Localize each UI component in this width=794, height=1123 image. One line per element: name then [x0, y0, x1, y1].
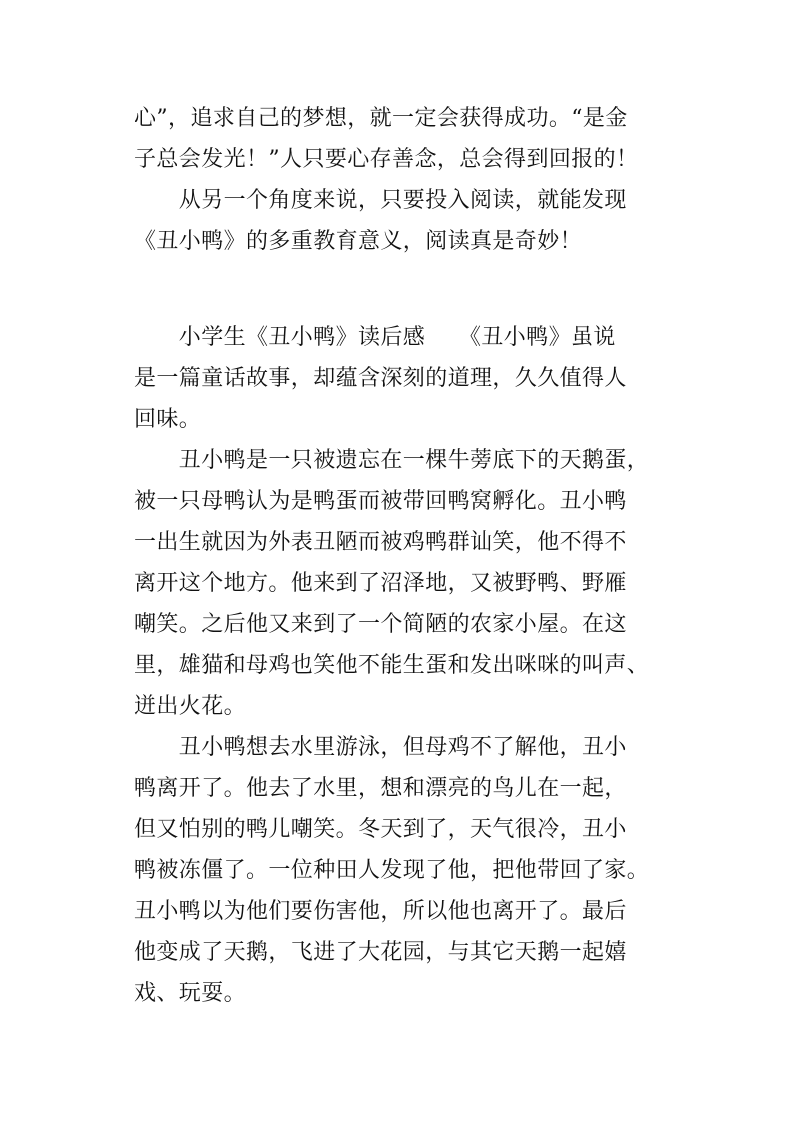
text-line: 嘲笑。之后他又来到了一个简陋的农家小屋。在这 [134, 612, 627, 637]
text-line: 丑小鸭是一只被遗忘在一棵牛蒡底下的天鹅蛋， [134, 448, 650, 473]
text-line: 是一篇童话故事，却蕴含深刻的道理，久久值得人 [134, 366, 627, 391]
text-line: 但又怕别的鸭儿嘲笑。冬天到了，天气很冷，丑小 [134, 817, 627, 842]
text-line: 一出生就因为外表丑陋而被鸡鸭群讪笑，他不得不 [134, 530, 627, 555]
text-line: 里，雄猫和母鸡也笑他不能生蛋和发出咪咪的叫声、 [134, 653, 650, 678]
text-line: 被一只母鸭认为是鸭蛋而被带回鸭窝孵化。丑小鸭 [134, 489, 627, 514]
text-line: 子总会发光！”人只要心存善念，总会得到回报的！ [134, 147, 639, 172]
text-line: 鸭被冻僵了。一位种田人发现了他，把他带回了家。 [134, 858, 650, 883]
text-line: 从另一个角度来说，只要投入阅读，就能发现 [134, 188, 627, 213]
text-line: 心”，追求自己的梦想，就一定会获得成功。“是金 [134, 106, 628, 131]
text-line: 回味。 [134, 407, 202, 432]
text-line: 离开这个地方。他来到了沼泽地，又被野鸭、野雁 [134, 571, 627, 596]
text-line: 小学生《丑小鸭》读后感 《丑小鸭》虽说 [134, 325, 616, 350]
text-line: 丑小鸭以为他们要伤害他，所以他也离开了。最后 [134, 899, 627, 924]
text-line: 他变成了天鹅，飞进了大花园，与其它天鹅一起嬉 [134, 940, 627, 965]
text-line: 迸出火花。 [134, 694, 247, 719]
text-line: 《丑小鸭》的多重教育意义，阅读真是奇妙！ [134, 229, 583, 254]
text-line: 戏、玩耍。 [134, 981, 247, 1006]
text-line: 丑小鸭想去水里游泳，但母鸡不了解他，丑小 [134, 735, 627, 760]
text-line: 鸭离开了。他去了水里，想和漂亮的鸟儿在一起， [134, 776, 627, 801]
